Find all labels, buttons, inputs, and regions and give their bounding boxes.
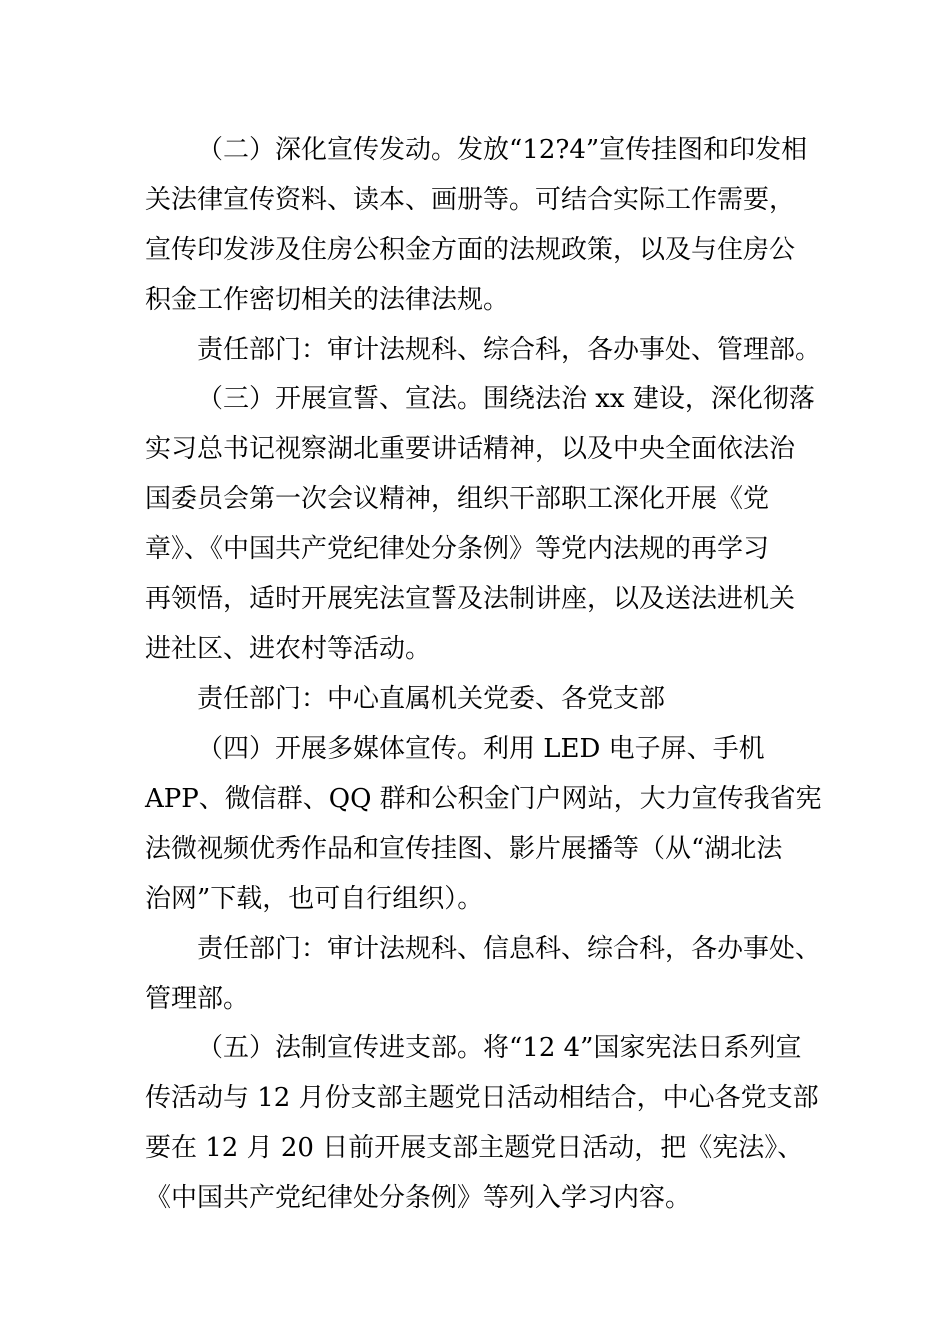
text-line: （四）开展多媒体宣传。利用 LED 电子屏、手机 (197, 734, 765, 764)
text-line: （三）开展宣誓、宣法。围绕法治 xx 建设，深化彻落 (197, 384, 815, 414)
text-line: 国委员会第一次会议精神，组织干部职工深化开展《党 (145, 484, 770, 514)
text-line: 责任部门：中心直属机关党委、各党支部 (197, 684, 666, 714)
text-line: 要在 12 月 20 日前开展支部主题党日活动，把《宪法》、 (145, 1133, 804, 1163)
text-line: 法微视频优秀作品和宣传挂图、影片展播等（从“湖北法 (145, 834, 783, 864)
text-line: 《中国共产党纪律处分条例》等列入学习内容。 (145, 1183, 692, 1213)
text-line: （五）法制宣传进支部。将“12 4”国家宪法日系列宣 (197, 1033, 802, 1063)
text-line: 关法律宣传资料、读本、画册等。可结合实际工作需要， (145, 185, 796, 215)
text-line: 宣传印发涉及住房公积金方面的法规政策，以及与住房公 (145, 235, 796, 265)
text-line: APP、微信群、QQ 群和公积金门户网站，大力宣传我省宪 (145, 784, 822, 814)
text-line: 治网”下载，也可自行组织）。 (145, 884, 484, 914)
text-line: 积金工作密切相关的法律法规。 (145, 285, 510, 315)
text-line: 实习总书记视察湖北重要讲话精神，以及中央全面依法治 (145, 434, 796, 464)
text-line: 管理部。 (145, 984, 250, 1014)
text-line: （二）深化宣传发动。发放“12?4”宣传挂图和印发相 (197, 135, 808, 165)
text-line: 进社区、进农村等活动。 (145, 634, 432, 664)
text-line: 责任部门：审计法规科、信息科、综合科，各办事处、 (197, 934, 822, 964)
text-line: 章》、《中国共产党纪律处分条例》等党内法规的再学习 (145, 534, 770, 564)
text-line: 再领悟，适时开展宪法宣誓及法制讲座，以及送法进机关 (145, 584, 796, 614)
text-line: 责任部门：审计法规科、综合科，各办事处、管理部。 (197, 335, 822, 365)
text-line: 传活动与 12 月份支部主题党日活动相结合，中心各党支部 (145, 1083, 819, 1113)
